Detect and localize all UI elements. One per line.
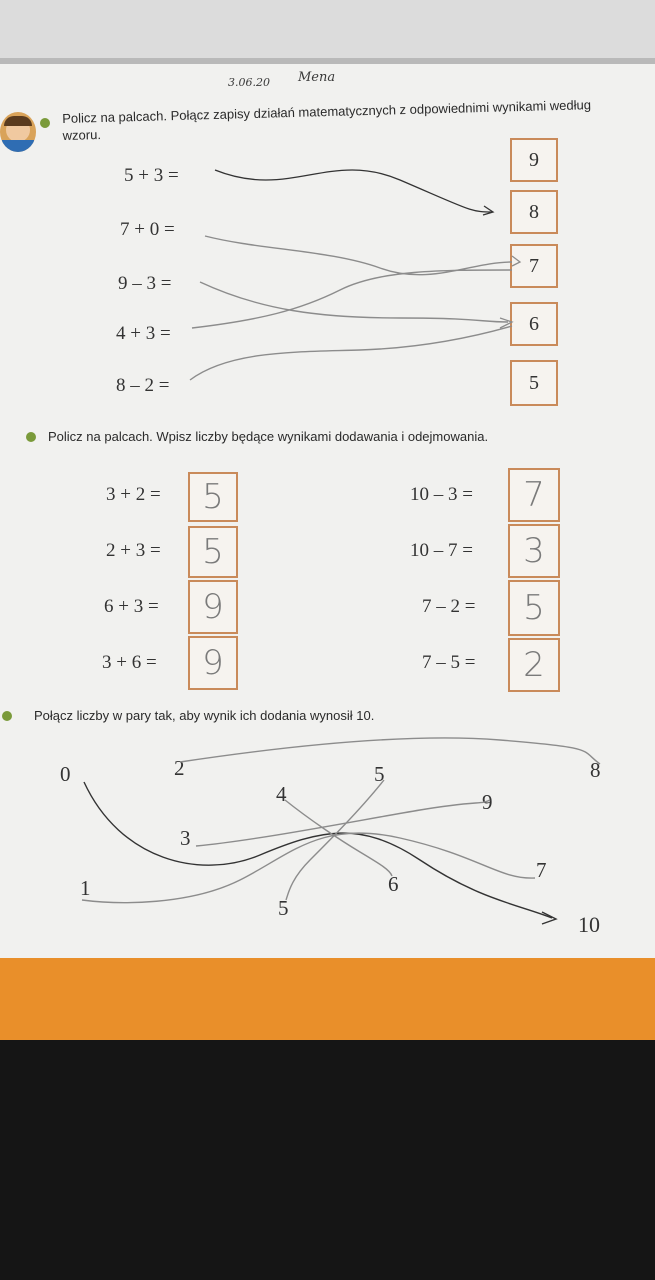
task3-number: 8 (590, 758, 601, 782)
task2-left-answer: 5 (188, 472, 238, 522)
task2-left-answer: 5 (188, 526, 238, 578)
task3-number: 7 (536, 858, 547, 882)
page-footer-band (0, 958, 655, 1040)
task3-number: 4 (276, 782, 287, 806)
task2-right-expression: 10 – 7 = (410, 540, 473, 561)
task3-number: 10 (578, 912, 600, 937)
task3-number: 3 (180, 826, 191, 850)
task2-right-answer: 5 (508, 580, 560, 636)
task3-number: 1 (80, 876, 91, 900)
task2-left-expression: 3 + 2 = (106, 484, 161, 505)
task1-expression: 4 + 3 = (116, 323, 171, 344)
task3-number: 2 (174, 756, 185, 780)
task2-right-expression: 10 – 3 = (410, 484, 473, 505)
task2-instruction: Policz na palcach. Wpisz liczby będące wynikami dodawania i odejmowania. (48, 429, 489, 444)
task2-left-expression: 2 + 3 = (106, 540, 161, 561)
task2-right-answer: 2 (508, 638, 560, 692)
task2-right-answer: 7 (508, 468, 560, 522)
task2-right-expression: 7 – 5 = (422, 652, 476, 673)
task3-number: 9 (482, 790, 493, 814)
task1-expression: 5 + 3 = (124, 165, 179, 186)
handwritten-name: Mena (298, 70, 336, 85)
task1-result-box: 9 (510, 138, 558, 182)
task2-right-answer: 3 (508, 524, 560, 578)
task1-expression: 9 – 3 = (118, 273, 172, 294)
task1-result-box: 7 (510, 244, 558, 288)
task3-number: 5 (278, 896, 289, 920)
task1-expression: 8 – 2 = (116, 375, 170, 396)
task2-left-answer: 9 (188, 636, 238, 690)
task3-number: 6 (388, 872, 399, 896)
task1-result-box: 5 (510, 360, 558, 406)
task1-result-box: 6 (510, 302, 558, 346)
task3-number: 5 (374, 762, 385, 786)
task1-expression: 7 + 0 = (120, 219, 175, 240)
task2-left-expression: 3 + 6 = (102, 652, 157, 673)
task3-number: 0 (60, 762, 71, 786)
task2-right-expression: 7 – 2 = (422, 596, 476, 617)
task1-result-box: 8 (510, 190, 558, 234)
task2-left-expression: 6 + 3 = (104, 596, 159, 617)
task3-instruction: Połącz liczby w pary tak, aby wynik ich dodania wynosił 10. (34, 708, 375, 723)
background-surface (0, 1040, 655, 1280)
task2-left-answer: 9 (188, 580, 238, 634)
handwritten-date: 3.06.20 (228, 76, 270, 89)
task1-instruction: Policz na palcach. Połącz zapisy działań matematycznych z odpowiednimi wynikami według wzoru. (62, 97, 592, 143)
